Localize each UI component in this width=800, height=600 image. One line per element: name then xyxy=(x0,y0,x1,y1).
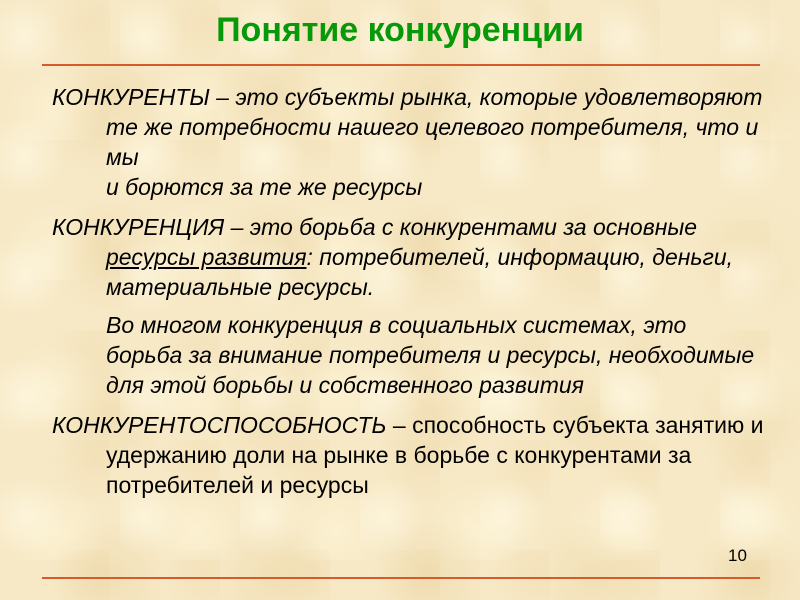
competitors-paragraph xyxy=(52,82,767,202)
slide-content xyxy=(52,82,767,500)
competitiveness-definition: – способность субъекта занятию и удержанию доли на рынке в борьбе с конкурентами за потребителей и ресурсы xyxy=(106,412,764,498)
competition-note-paragraph xyxy=(52,310,767,400)
bottom-divider xyxy=(42,577,760,579)
competitiveness-paragraph xyxy=(52,410,767,500)
development-resources-link: ресурсы развития xyxy=(106,244,307,270)
competition-definition-end: : потребителей, информацию, деньги, материальные ресурсы. xyxy=(106,244,734,300)
top-divider xyxy=(42,64,760,66)
competition-term: КОНКУРЕНЦИЯ xyxy=(52,214,225,240)
competitors-term: КОНКУРЕНТЫ xyxy=(52,84,210,110)
competitors-definition-continued: и борются за те же ресурсы xyxy=(106,174,423,200)
competition-note-text: Во многом конкуренция в социальных системах, это борьба за внимание потребителя и ресурсы, необходимые для этой борьбы и собственного развития xyxy=(106,312,755,398)
page-number: 10 xyxy=(728,546,747,565)
competitors-definition: – это субъекты рынка, которые удовлетворяют те же потребности нашего целевого потребителя, что и мы xyxy=(106,84,763,170)
competition-paragraph xyxy=(52,212,767,302)
competitiveness-term: КОНКУРЕНТОСПОСОБНОСТЬ xyxy=(52,412,387,438)
competition-definition-start: – это борьба с конкурентами за основные xyxy=(224,214,698,240)
slide-title: Понятие конкуренции xyxy=(216,11,584,49)
